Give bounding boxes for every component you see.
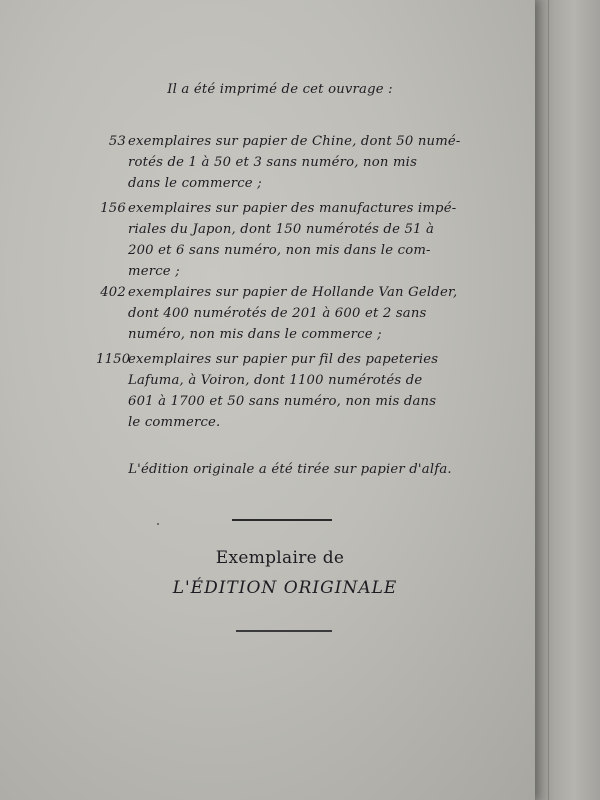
- exemplaire-label: Exemplaire de: [215, 548, 345, 568]
- bottom-divider-rule: [236, 630, 332, 632]
- description-line: exemplaires sur papier des manufactures impé-: [128, 201, 457, 216]
- description-line: exemplaires sur papier de Hollande Van Gelder,: [128, 285, 458, 300]
- top-divider-rule: [232, 519, 332, 521]
- print-run-entry-chine: [96, 131, 461, 194]
- description-line: exemplaires sur papier pur fil des papeteries: [128, 352, 439, 367]
- print-run-description: [128, 131, 461, 194]
- description-line: riales du Japon, dont 150 numérotés de 51 à: [128, 222, 435, 237]
- description-line: numéro, non mis dans le commerce ;: [128, 327, 382, 342]
- description-line: exemplaires sur papier de Chine, dont 50 numé-: [128, 134, 461, 149]
- print-run-description: [128, 349, 456, 433]
- next-page-edge: [535, 0, 600, 800]
- print-run-count: 1150: [96, 352, 131, 367]
- description-line: rotés de 1 à 50 et 3 sans numéro, non mis: [128, 155, 418, 170]
- original-edition-note: L'édition originale a été tirée sur papier d'alfa.: [128, 462, 452, 477]
- description-line: dans le commerce ;: [128, 176, 262, 191]
- print-run-entry-hollande: [96, 282, 456, 345]
- description-line: Lafuma, à Voiron, dont 1100 numérotés de: [128, 373, 423, 388]
- edition-originale-label: L'ÉDITION ORIGINALE: [172, 578, 398, 598]
- print-run-count: 402: [100, 285, 126, 300]
- description-line: 601 à 1700 et 50 sans numéro, non mis dans: [128, 394, 437, 409]
- paper-speck: [157, 523, 159, 525]
- print-run-entry-lafuma: [96, 349, 456, 433]
- description-line: 200 et 6 sans numéro, non mis dans le com-: [128, 243, 431, 258]
- print-run-description: [128, 282, 456, 345]
- page-fold-line: [548, 0, 549, 800]
- description-line: le commerce.: [128, 415, 221, 430]
- description-line: merce ;: [128, 264, 180, 279]
- print-run-count: 156: [100, 201, 126, 216]
- description-line: dont 400 numérotés de 201 à 600 et 2 sans: [128, 306, 427, 321]
- print-run-entry-japon: [96, 198, 456, 282]
- colophon-heading: Il a été imprimé de cet ouvrage :: [167, 82, 393, 97]
- print-run-count: 53: [108, 134, 126, 149]
- print-run-description: [128, 198, 456, 282]
